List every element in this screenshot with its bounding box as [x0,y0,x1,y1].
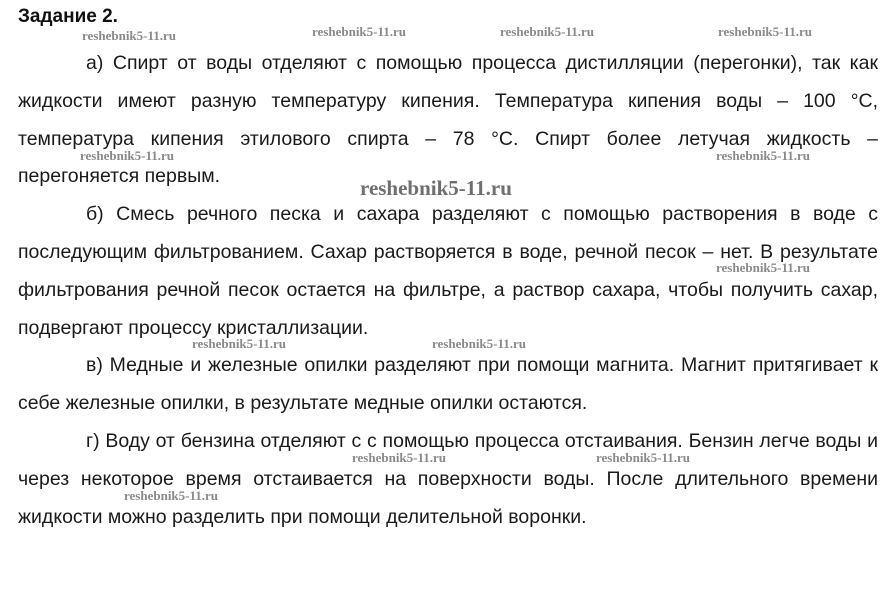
watermark: reshebnik5-11.ru [432,336,527,351]
watermark: reshebnik5-11.ru [360,176,512,200]
watermark: reshebnik5-11.ru [500,24,595,39]
watermark: reshebnik5-11.ru [192,336,287,351]
watermark: reshebnik5-11.ru [718,24,813,39]
watermark: reshebnik5-11.ru [596,450,691,465]
task-title: Задание 2. [18,6,118,27]
watermark: reshebnik5-11.ru [80,148,175,163]
paragraph-a: а) Спирт от воды отделяют с помощью процесса дистилляции (перегонки), так как жидкости имеют разную температуру кипения. Температура кипения воды – 100 °С, температура кипения этилового спирта – 78 °С. Спирт более летучая жидкость – перегоняется первым. [18,52,878,188]
paragraph-g: г) Воду от бензина отделяют с с помощью процесса отстаивания. Бензин легче воды и через некоторое время отстаивается на поверхности воды. После длительного времени жидкости можно разделить при помощи делительной воронки. [18,429,878,528]
watermark: reshebnik5-11.ru [352,450,447,465]
answer-text [18,45,878,536]
watermark: reshebnik5-11.ru [716,148,811,163]
watermark: reshebnik5-11.ru [82,28,177,43]
paragraph-b: б) Смесь речного песка и сахара разделяют с помощью растворения в воде с последующим фильтрованием. Сахар растворяется в воде, речной песок – нет. В результате фильтрования речной песок остается на фильтре, а раствор сахара, чтобы получить сахар, подвергают процессу кристаллизации. [18,203,878,339]
watermark: reshebnik5-11.ru [716,260,811,275]
paragraph-v: в) Медные и железные опилки разделяют при помощи магнита. Магнит притягивает к себе железные опилки, в результате медные опилки остаются. [18,354,878,415]
watermark: reshebnik5-11.ru [312,24,407,39]
watermark: reshebnik5-11.ru [124,488,219,503]
